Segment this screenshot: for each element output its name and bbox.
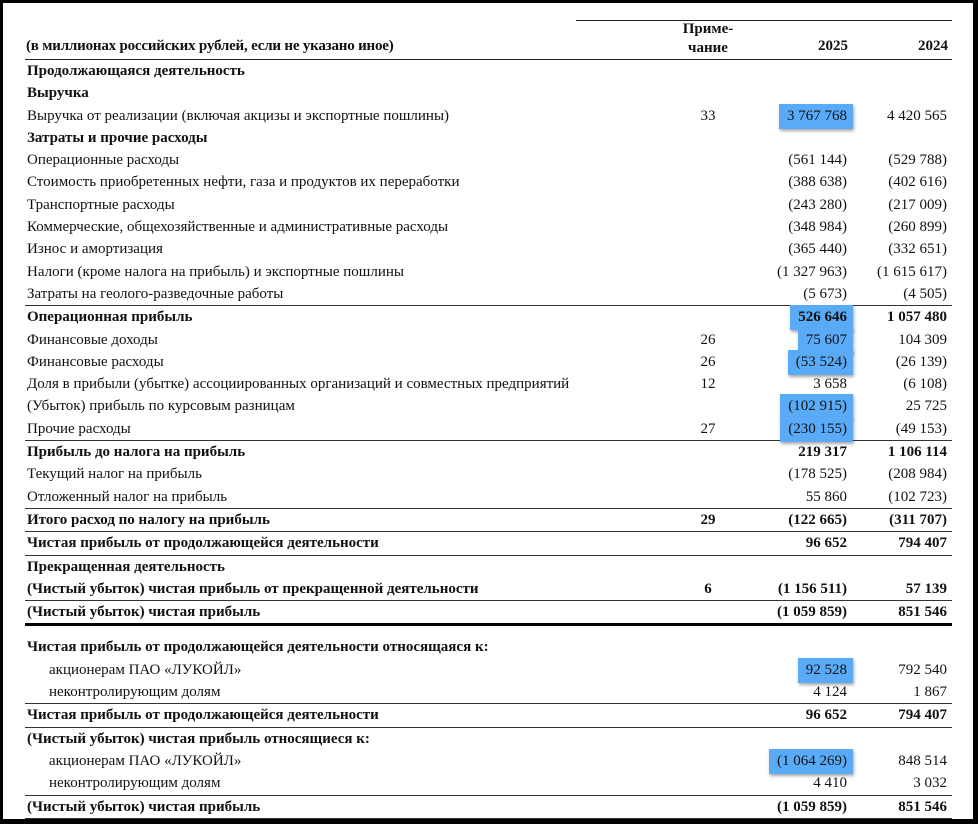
value-2024-text: (311 707) — [889, 511, 947, 528]
value-2024 — [865, 306, 947, 328]
value-2025 — [765, 194, 850, 216]
row-label — [27, 556, 225, 578]
value-2024 — [865, 329, 947, 351]
row-label — [27, 463, 202, 485]
table-row — [25, 509, 952, 532]
value-2025 — [765, 659, 850, 681]
value-2024-text: (217 009) — [888, 196, 947, 213]
value-2025 — [765, 171, 850, 193]
value-2024-text: (260 899) — [888, 219, 947, 236]
value-2024 — [865, 772, 947, 794]
value-2024 — [865, 261, 947, 283]
row-label — [27, 509, 270, 531]
value-2025-text: 92 528 — [805, 661, 847, 678]
value-2024 — [865, 373, 947, 395]
value-2025-text: 219 317 — [798, 444, 847, 461]
row-label — [27, 704, 379, 726]
value-2024 — [865, 796, 947, 818]
row-note — [673, 509, 743, 531]
table-row — [25, 216, 952, 238]
row-label — [27, 238, 163, 260]
row-label-text: Прекращенная деятельность — [27, 558, 225, 575]
row-label-text: Отложенный налог на прибыль — [27, 488, 228, 505]
value-2024-text: 25 725 — [905, 398, 947, 415]
table-row — [25, 486, 952, 509]
row-note-text: 29 — [700, 511, 716, 528]
row-label-text: Операционная прибыль — [27, 309, 193, 326]
row-label — [27, 306, 192, 328]
row-label — [27, 351, 164, 373]
value-2025 — [765, 395, 850, 417]
value-2025-text: (243 280) — [788, 196, 847, 213]
value-2025-text: (230 155) — [788, 420, 847, 437]
value-2024 — [865, 351, 947, 373]
row-note-text: 12 — [700, 376, 716, 393]
row-label-text: Итого расход по налогу на прибыль — [27, 511, 270, 528]
value-2024-text: 1 867 — [913, 684, 947, 701]
table-row — [25, 441, 952, 463]
units-caption: (в миллионах российских рублей, если не указано иное) — [26, 38, 394, 54]
value-2025 — [765, 796, 850, 818]
value-2025 — [765, 216, 850, 238]
value-2025-text: 96 652 — [805, 535, 847, 552]
value-2024-text: (332 651) — [888, 241, 947, 258]
row-label-text: Затраты на геолого-разведочные работы — [27, 285, 284, 302]
value-2024 — [865, 704, 947, 726]
value-2025 — [765, 532, 850, 554]
table-row — [25, 329, 952, 351]
row-label — [27, 194, 175, 216]
value-2025 — [765, 463, 850, 485]
value-2025-text: (348 984) — [788, 219, 847, 236]
value-2024 — [865, 105, 947, 127]
row-label-text: (Убыток) прибыль по курсовым разницам — [27, 398, 295, 415]
row-note — [673, 351, 743, 373]
year-2024-header: 2024 — [918, 38, 948, 54]
table-row — [25, 556, 952, 578]
value-2024-text: 792 540 — [898, 661, 947, 678]
row-label — [27, 329, 158, 351]
row-label-text: Чистая прибыль от продолжающейся деятельности относящаяся к: — [27, 639, 489, 656]
row-label — [27, 395, 295, 417]
table-row — [25, 238, 952, 260]
value-2025-text: (102 915) — [788, 398, 847, 415]
row-note-text: 26 — [700, 331, 716, 348]
row-label-text: (Чистый убыток) чистая прибыль от прекращенной деятельности — [27, 580, 479, 597]
row-label-text: акционерам ПАО «ЛУКОЙЛ» — [49, 661, 242, 678]
row-label-text: Чистая прибыль от продолжающейся деятельности — [27, 535, 379, 552]
row-label — [27, 441, 245, 463]
value-2025-text: (178 525) — [788, 466, 847, 483]
table-row — [25, 704, 952, 727]
value-2024 — [865, 486, 947, 508]
value-2025-text: (122 665) — [788, 511, 847, 528]
row-label-text: Доля в прибыли (убытке) ассоциированных организаций и совместных предприятий — [27, 376, 570, 393]
table-row — [25, 418, 952, 441]
table-row — [25, 60, 952, 82]
statement-rows — [25, 60, 952, 819]
row-label — [49, 681, 220, 703]
value-2024-text: 794 407 — [898, 707, 947, 724]
row-label — [27, 601, 260, 623]
row-label — [27, 127, 207, 149]
row-label — [49, 750, 241, 772]
year-2025-header: 2025 — [818, 38, 848, 54]
table-row — [25, 283, 952, 306]
row-label-text: (Чистый убыток) чистая прибыль — [27, 798, 261, 815]
value-2024 — [865, 463, 947, 485]
value-2025-text: (1 059 859) — [777, 798, 847, 815]
value-2025 — [765, 486, 850, 508]
row-note-text: 6 — [704, 580, 712, 597]
row-label-text: Операционные расходы — [27, 152, 180, 169]
value-2024-text: (402 616) — [888, 174, 947, 191]
row-note — [673, 418, 743, 440]
value-2025-text: 3 767 768 — [787, 107, 847, 124]
row-note — [673, 329, 743, 351]
row-label-text: неконтролирующим долям — [49, 684, 221, 701]
note-header-line1: Приме- — [682, 21, 734, 37]
table-row — [25, 171, 952, 193]
table-row — [25, 681, 952, 704]
row-label-text: неконтролирующим долям — [49, 775, 221, 792]
value-2025 — [765, 261, 850, 283]
value-2025-text: 75 607 — [805, 331, 847, 348]
value-2025 — [765, 238, 850, 260]
row-note-text: 33 — [700, 107, 716, 124]
value-2024 — [865, 441, 947, 463]
row-label — [27, 216, 448, 238]
value-2025-text: (1 064 269) — [777, 752, 847, 769]
value-2025-text: (1 059 859) — [777, 604, 847, 621]
value-2024 — [865, 509, 947, 531]
value-2025 — [765, 149, 850, 171]
value-2024-text: (529 788) — [888, 152, 947, 169]
value-2025 — [765, 418, 850, 440]
value-2024-text: (208 984) — [888, 466, 947, 483]
table-row — [25, 601, 952, 626]
table-row — [25, 105, 952, 127]
value-2025 — [765, 373, 850, 395]
row-label-text: Коммерческие, общехозяйственные и административные расходы — [27, 219, 449, 236]
value-2025-text: (5 673) — [803, 285, 847, 302]
value-2024-text: 851 546 — [898, 798, 947, 815]
row-label-text: Выручка от реализации (включая акцизы и экспортные пошлины) — [27, 107, 450, 124]
value-2024-text: 104 309 — [898, 331, 947, 348]
header-top-rule — [576, 20, 952, 21]
row-label — [49, 659, 241, 681]
row-label-text: Финансовые расходы — [27, 353, 164, 370]
row-label — [27, 171, 459, 193]
value-2025 — [765, 441, 850, 463]
note-column-header — [673, 20, 743, 58]
row-label-text: Прибыль до налога на прибыль — [27, 444, 246, 461]
value-2025-text: 4 410 — [813, 775, 847, 792]
table-row — [25, 127, 952, 149]
value-2024-text: 3 032 — [913, 775, 947, 792]
row-label-text: акционерам ПАО «ЛУКОЙЛ» — [49, 752, 242, 769]
value-2025-text: (1 327 963) — [777, 263, 847, 280]
table-row — [25, 306, 952, 328]
row-label — [27, 82, 89, 104]
value-2024 — [865, 194, 947, 216]
row-label — [27, 373, 569, 395]
row-note-text: 27 — [700, 420, 716, 437]
table-row — [25, 532, 952, 555]
row-label-text: (Чистый убыток) чистая прибыль — [27, 604, 261, 621]
value-2025-text: (365 440) — [788, 241, 847, 258]
table-row — [25, 261, 952, 283]
row-label — [49, 772, 220, 794]
row-label — [27, 532, 379, 554]
note-header-line2: чание — [688, 40, 728, 56]
row-label — [27, 728, 370, 750]
value-2024-text: (102 723) — [888, 488, 947, 505]
value-2025 — [765, 750, 850, 772]
value-2025 — [765, 306, 850, 328]
value-2024-text: (4 505) — [903, 285, 947, 302]
value-2025-text: 4 124 — [813, 684, 847, 701]
table-row — [25, 351, 952, 373]
table-row — [25, 373, 952, 395]
row-label-text: Транспортные расходы — [27, 196, 175, 213]
row-label — [27, 105, 449, 127]
value-2024 — [865, 750, 947, 772]
row-label-text: Прочие расходы — [27, 420, 131, 437]
value-2024 — [865, 395, 947, 417]
table-row — [25, 796, 952, 819]
table-row — [25, 194, 952, 216]
table-row — [25, 728, 952, 750]
table-row — [25, 149, 952, 171]
value-2024 — [865, 216, 947, 238]
value-2024 — [865, 532, 947, 554]
value-2024 — [865, 149, 947, 171]
value-2025-text: (1 156 511) — [777, 580, 847, 597]
value-2024 — [865, 578, 947, 600]
table-row — [25, 750, 952, 772]
row-label — [27, 283, 283, 305]
value-2024 — [865, 238, 947, 260]
value-2024-text: 1 057 480 — [887, 309, 947, 326]
value-2024-text: (26 139) — [895, 353, 947, 370]
value-2024-text: 1 106 114 — [887, 444, 947, 461]
row-label-text: Продолжающаяся деятельность — [27, 63, 245, 79]
table-row — [25, 463, 952, 485]
value-2024 — [865, 601, 947, 623]
value-2024-text: (1 615 617) — [877, 263, 947, 280]
value-2025-text: (53 524) — [795, 353, 847, 370]
value-2024 — [865, 659, 947, 681]
value-2024 — [865, 283, 947, 305]
table-row — [25, 636, 952, 658]
value-2025 — [765, 105, 850, 127]
value-2025 — [765, 509, 850, 531]
table-row — [25, 82, 952, 104]
value-2025-text: (388 638) — [788, 174, 847, 191]
row-label — [27, 578, 479, 600]
row-note — [673, 578, 743, 600]
value-2024-text: (49 153) — [895, 420, 947, 437]
row-label — [27, 149, 179, 171]
value-2024-text: 848 514 — [898, 752, 947, 769]
table-row — [25, 772, 952, 795]
value-2024-text: 4 420 565 — [887, 107, 947, 124]
value-2025-text: 55 860 — [805, 488, 847, 505]
row-label — [27, 418, 131, 440]
value-2024-text: 794 407 — [898, 535, 947, 552]
value-2024-text: (6 108) — [903, 376, 947, 393]
row-label — [27, 486, 227, 508]
value-2025 — [765, 681, 850, 703]
value-2025-text: 96 652 — [805, 707, 847, 724]
value-2024-text: 57 139 — [905, 580, 947, 597]
value-2025-text: 526 646 — [798, 309, 847, 326]
income-statement-document — [3, 3, 973, 819]
row-label — [27, 636, 489, 658]
value-2025 — [765, 772, 850, 794]
row-label-text: (Чистый убыток) чистая прибыль относящиеся к: — [27, 730, 370, 747]
value-2025-text: 3 658 — [813, 376, 847, 393]
row-label-text: Износ и амортизация — [27, 241, 163, 258]
value-2024-text: 851 546 — [898, 604, 947, 621]
row-label-text: Текущий налог на прибыль — [27, 466, 202, 483]
table-row — [25, 395, 952, 417]
value-2024 — [865, 418, 947, 440]
value-2025 — [765, 351, 850, 373]
value-2024 — [865, 171, 947, 193]
row-note — [673, 373, 743, 395]
row-label-text: Налоги (кроме налога на прибыль) и экспортные пошлины — [27, 263, 404, 280]
row-label — [27, 60, 245, 82]
table-row — [25, 659, 952, 681]
row-label-text: Финансовые доходы — [27, 331, 158, 348]
row-label — [27, 796, 260, 818]
row-label-text: Стоимость приобретенных нефти, газа и продуктов их переработки — [27, 174, 460, 191]
row-label-text: Выручка — [27, 85, 89, 102]
row-note — [673, 105, 743, 127]
row-label-text: Чистая прибыль от продолжающейся деятельности — [27, 707, 379, 724]
value-2024 — [865, 681, 947, 703]
row-label — [27, 261, 404, 283]
value-2025 — [765, 704, 850, 726]
table-row — [25, 578, 952, 601]
value-2025 — [765, 329, 850, 351]
value-2025-text: (561 144) — [788, 152, 847, 169]
value-2025 — [765, 578, 850, 600]
row-note-text: 26 — [700, 353, 716, 370]
row-label-text: Затраты и прочие расходы — [27, 129, 208, 146]
value-2025 — [765, 283, 850, 305]
value-2025 — [765, 601, 850, 623]
